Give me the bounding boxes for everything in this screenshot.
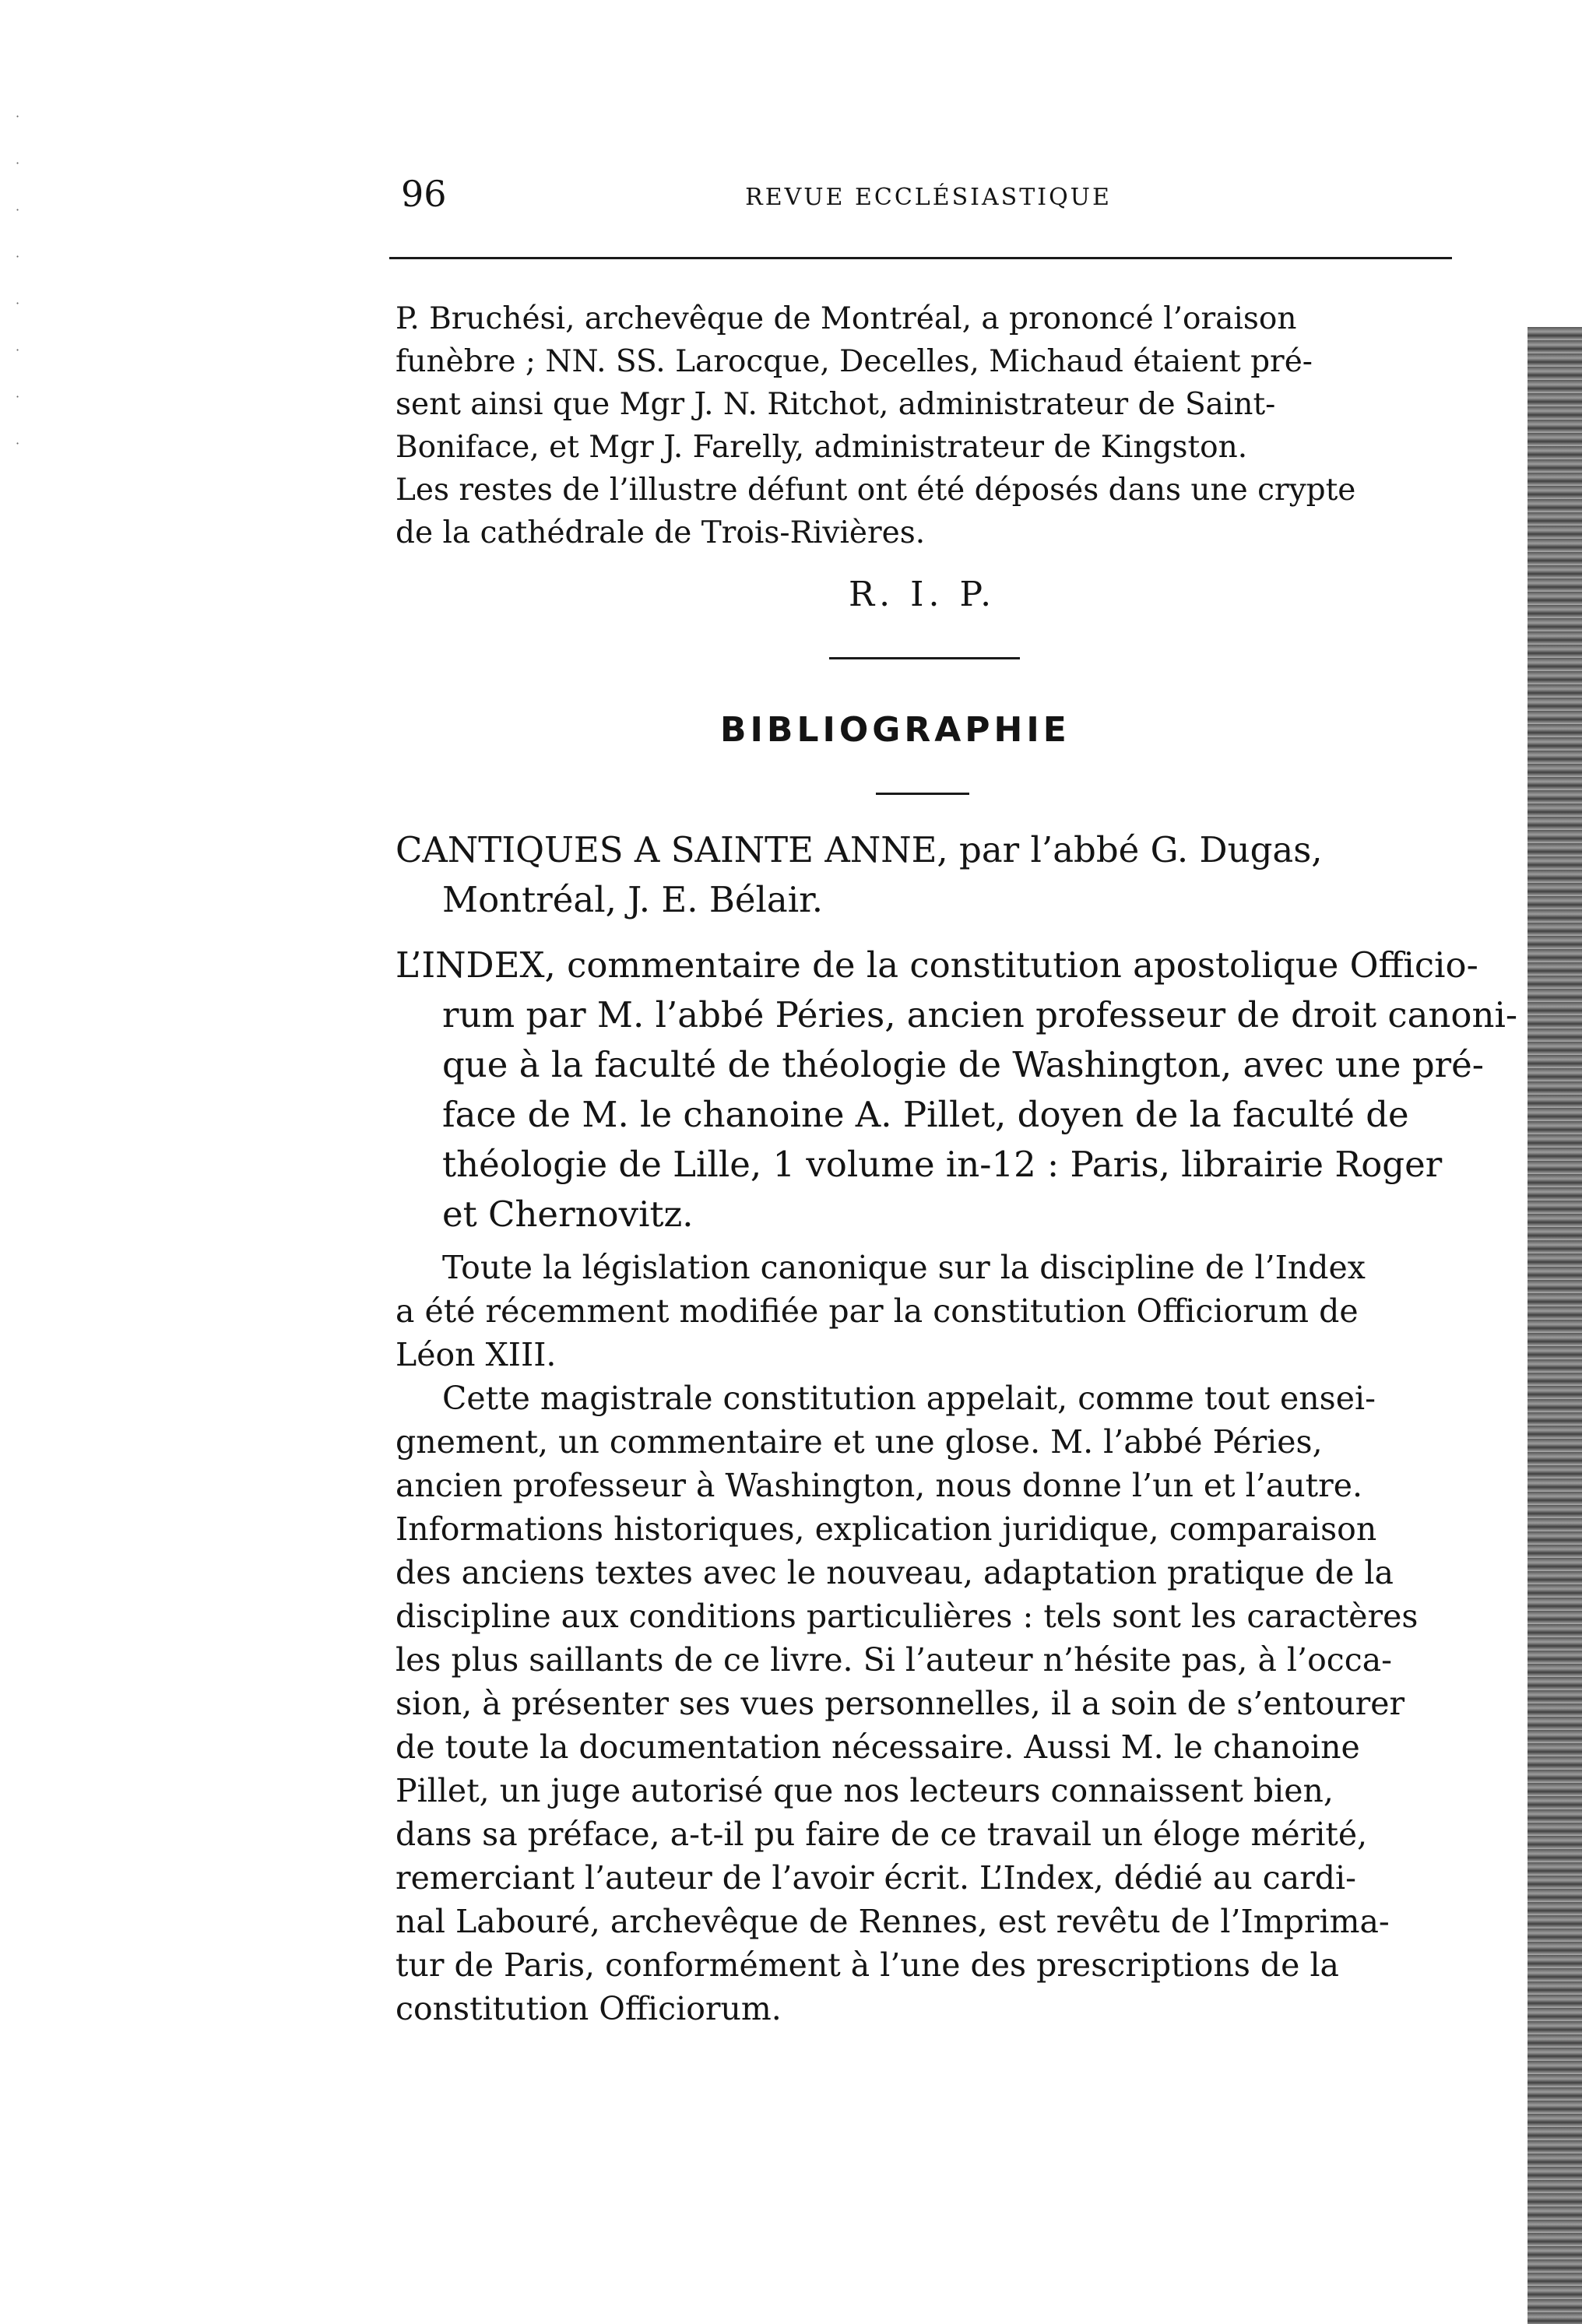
- text-line: funèbre ; NN. SS. Larocque, Decelles, Michaud étaient pré-: [396, 344, 1313, 379]
- review-line: Cette magistrale constitution appelait, comme tout ensei-: [442, 1380, 1376, 1417]
- entry-line: et Chernovitz.: [442, 1194, 694, 1235]
- text-line: sent ainsi que Mgr J. N. Ritchot, administrateur de Saint-: [396, 387, 1276, 422]
- review-line: dans sa préface, a-t-il pu faire de ce travail un éloge mérité,: [396, 1816, 1368, 1853]
- text-line: Les restes de l’illustre défunt ont été déposés dans une crypte: [396, 473, 1356, 508]
- scan-specks: · · · · · · · ·: [16, 109, 20, 451]
- review-line: gnement, un commentaire et une glose. M. l’abbé Péries,: [396, 1423, 1323, 1461]
- section-title: BIBLIOGRAPHIE: [720, 710, 1070, 750]
- review-line: remerciant l’auteur de l’avoir écrit. L’Index, dédié au cardi-: [396, 1859, 1357, 1897]
- page-header: [401, 173, 1456, 220]
- text-line: de la cathédrale de Trois-Rivières.: [396, 515, 926, 550]
- obituary-paragraph: [396, 297, 1454, 554]
- review-line: a été récemment modifiée par la constitution Officiorum de: [396, 1292, 1359, 1330]
- review-line: Toute la législation canonique sur la discipline de l’Index: [442, 1249, 1366, 1286]
- review-line: nal Labouré, archevêque de Rennes, est revêtu de l’Imprima-: [396, 1903, 1390, 1940]
- bibliography-entry: [396, 940, 1518, 1239]
- entry-line: CANTIQUES A SAINTE ANNE, par l’abbé G. Dugas,: [396, 829, 1323, 870]
- title-underline: [876, 793, 969, 795]
- text-line: Boniface, et Mgr J. Farelly, administrateur de Kingston.: [396, 430, 1248, 465]
- review-line: Léon XIII.: [396, 1336, 557, 1373]
- review-line: sion, à présenter ses vues personnelles, il a soin de s’entourer: [396, 1685, 1405, 1722]
- review-line: constitution Officiorum.: [396, 1990, 782, 2027]
- review-line: les plus saillants de ce livre. Si l’auteur n’hésite pas, à l’occa-: [396, 1641, 1392, 1679]
- review-line: Pillet, un juge autorisé que nos lecteurs connaissent bien,: [396, 1772, 1334, 1809]
- entry-line: que à la faculté de théologie de Washington, avec une pré-: [442, 1044, 1484, 1085]
- review-paragraph-1: [396, 1246, 1454, 1376]
- page-number: 96: [401, 173, 447, 215]
- review-line: discipline aux conditions particulières : tels sont les caractères: [396, 1598, 1419, 1635]
- review-line: des anciens textes avec le nouveau, adaptation pratique de la: [396, 1554, 1394, 1591]
- entry-line: Montréal, J. E. Bélair.: [442, 879, 824, 920]
- entry-line: face de M. le chanoine A. Pillet, doyen de la faculté de: [442, 1094, 1409, 1135]
- entry-line: rum par M. l’abbé Péries, ancien professeur de droit canoni-: [442, 994, 1518, 1035]
- header-rule: [389, 257, 1452, 259]
- entry-line: théologie de Lille, 1 volume in-12 : Paris, librairie Roger: [442, 1144, 1443, 1185]
- book-edge-shadow: [1528, 327, 1582, 2324]
- review-line: Informations historiques, explication juridique, comparaison: [396, 1510, 1377, 1548]
- section-divider: [829, 657, 1020, 659]
- text-line: P. Bruchési, archevêque de Montréal, a prononcé l’oraison: [396, 301, 1297, 336]
- review-paragraph-2: [396, 1376, 1454, 2030]
- review-line: de toute la documentation nécessaire. Aussi M. le chanoine: [396, 1728, 1360, 1766]
- rip-sign-off: R. I. P.: [849, 575, 997, 614]
- review-line: tur de Paris, conformément à l’une des prescriptions de la: [396, 1946, 1340, 1984]
- running-head: REVUE ECCLÉSIASTIQUE: [745, 184, 1112, 211]
- review-line: ancien professeur à Washington, nous donne l’un et l’autre.: [396, 1467, 1363, 1504]
- entry-line: L’INDEX, commentaire de la constitution apostolique Officio-: [396, 944, 1478, 986]
- bibliography-entry: [396, 825, 1462, 925]
